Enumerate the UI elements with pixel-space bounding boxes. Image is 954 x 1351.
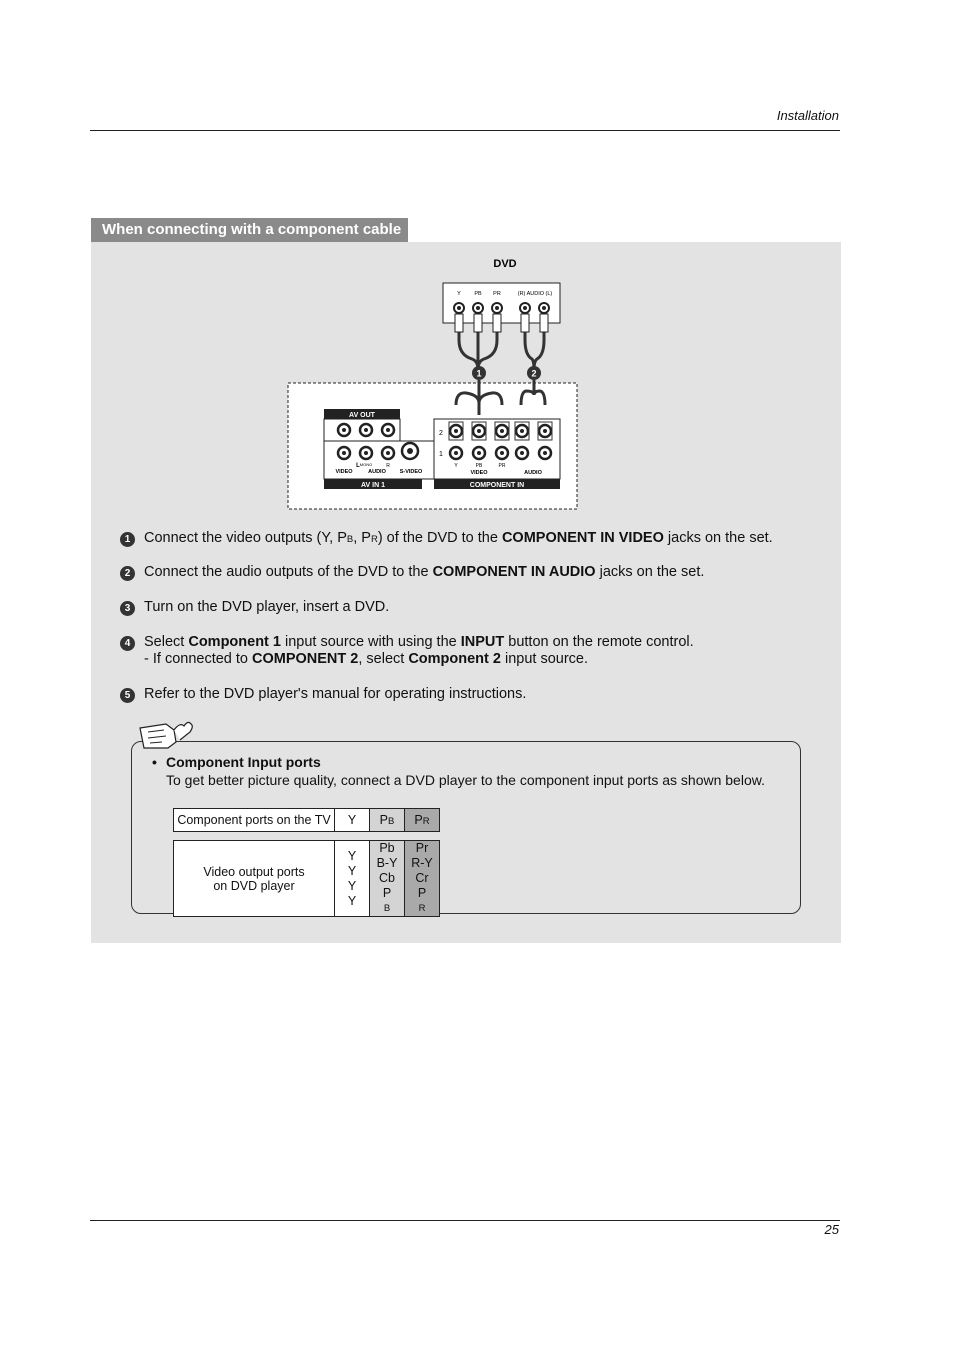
cell-value: Y	[347, 863, 357, 878]
footer-rule	[90, 1220, 840, 1221]
step-text: Select	[144, 634, 189, 650]
step-bold: Component 1	[188, 634, 281, 650]
cell-value: Y	[347, 848, 357, 863]
cell-value: Cb	[379, 871, 395, 885]
dvd-port-y-label: Y	[457, 291, 461, 297]
cell-value: Y	[347, 878, 357, 893]
callout-2: 2	[531, 368, 537, 379]
step-text: ) of the DVD to the	[377, 530, 502, 546]
cell-value	[370, 886, 404, 916]
cell-value: R-Y	[411, 856, 433, 870]
tv-pr-cell	[405, 809, 440, 832]
step-text: Connect the video outputs (Y, P	[144, 530, 347, 546]
step-number: 3	[120, 601, 135, 616]
dvd-port-audio-label: (R) AUDIO (L)	[517, 291, 553, 297]
dvd-pr-cell	[405, 841, 440, 917]
cell-value	[405, 886, 439, 916]
page-number: 25	[824, 1222, 839, 1237]
step-number: 5	[120, 688, 135, 703]
cell-value: Pb	[379, 841, 395, 855]
mono-label: MONO	[359, 462, 373, 467]
step-bold: Component 2	[408, 651, 501, 667]
note-bullet: •	[152, 754, 157, 770]
step-text: Refer to the DVD player's manual for operating instructions.	[144, 686, 527, 702]
pb-main: P	[379, 813, 388, 827]
step-text: , select	[358, 651, 409, 667]
step-number: 1	[120, 532, 135, 547]
pb-sub: B	[383, 903, 391, 914]
pr-main: P	[417, 886, 427, 900]
video-label: VIDEO	[335, 469, 353, 475]
cell-value: Cr	[415, 871, 429, 885]
cell-value: Pr	[415, 841, 429, 855]
step-bold: INPUT	[460, 634, 505, 650]
av-in-1-label: AV IN 1	[361, 482, 385, 489]
note-title: Component Input ports	[166, 754, 321, 770]
step-bold: COMPONENT 2	[252, 651, 359, 667]
step-bold: COMPONENT IN VIDEO	[501, 530, 664, 546]
ports-table	[173, 808, 440, 917]
av-audio-label: AUDIO	[368, 469, 386, 475]
table-row	[174, 841, 440, 917]
section-title: When connecting with a component cable	[91, 218, 408, 242]
dvd-ports-label	[174, 841, 335, 917]
comp-audio-label: AUDIO	[524, 470, 542, 476]
step-text: , P	[353, 530, 371, 546]
row-1-label: 1	[439, 451, 443, 458]
step-text: input source with using the	[280, 634, 461, 650]
dvd-port-pr-label: PR	[493, 291, 501, 297]
comp-pr-label: PR	[498, 463, 506, 469]
table-row	[174, 809, 440, 832]
step-text: - If connected to	[144, 651, 253, 667]
step-text: button on the remote control.	[504, 634, 694, 650]
note-text: To get better picture quality, connect a DVD player to the component input ports as shown below.	[166, 772, 765, 788]
step-text: jacks on the set.	[663, 530, 773, 546]
comp-y-label: Y	[454, 463, 458, 469]
cell-value: Y	[347, 893, 357, 908]
dvd-port-pb-label: PB	[474, 291, 482, 297]
pb-sub: B	[388, 816, 395, 827]
step-number: 2	[120, 566, 135, 581]
component-in-label: COMPONENT IN	[469, 482, 525, 489]
step-text: input source.	[500, 651, 589, 667]
cell-value: B-Y	[376, 856, 398, 870]
tv-pb-cell	[370, 809, 405, 832]
dvd-label-line: Video output ports	[203, 864, 305, 879]
step-text: jacks on the set.	[595, 564, 705, 580]
subscript: B	[346, 534, 354, 545]
subscript: R	[370, 534, 378, 545]
tv-ports-label: Component ports on the TV	[174, 809, 335, 832]
tv-y-cell: Y	[335, 809, 370, 832]
audio-l-label: L	[356, 463, 360, 469]
step-bold: COMPONENT IN AUDIO	[432, 564, 596, 580]
dvd-y-cell	[335, 841, 370, 917]
step-text: Connect the audio outputs of the DVD to the	[144, 564, 433, 580]
row-2-label: 2	[439, 430, 443, 437]
pb-main: P	[382, 886, 392, 900]
callout-1: 1	[476, 368, 482, 379]
comp-pb-label: PB	[475, 463, 483, 469]
s-video-label: S-VIDEO	[399, 469, 423, 475]
pr-sub: R	[422, 816, 430, 827]
comp-video-label: VIDEO	[470, 470, 488, 476]
audio-r-label: R	[386, 463, 390, 469]
av-out-label: AV OUT	[349, 412, 375, 419]
pr-main: P	[414, 813, 423, 827]
step-text: Turn on the DVD player, insert a DVD.	[144, 599, 390, 615]
pr-sub: R	[418, 903, 426, 914]
connection-diagram	[286, 255, 582, 515]
dvd-label: DVD	[493, 258, 517, 270]
dvd-label-line: on DVD player	[213, 878, 295, 893]
dvd-pb-cell	[370, 841, 405, 917]
header-rule	[90, 130, 840, 131]
step-number: 4	[120, 636, 135, 651]
header-section-label: Installation	[776, 108, 839, 123]
note-hand-icon	[136, 718, 198, 752]
